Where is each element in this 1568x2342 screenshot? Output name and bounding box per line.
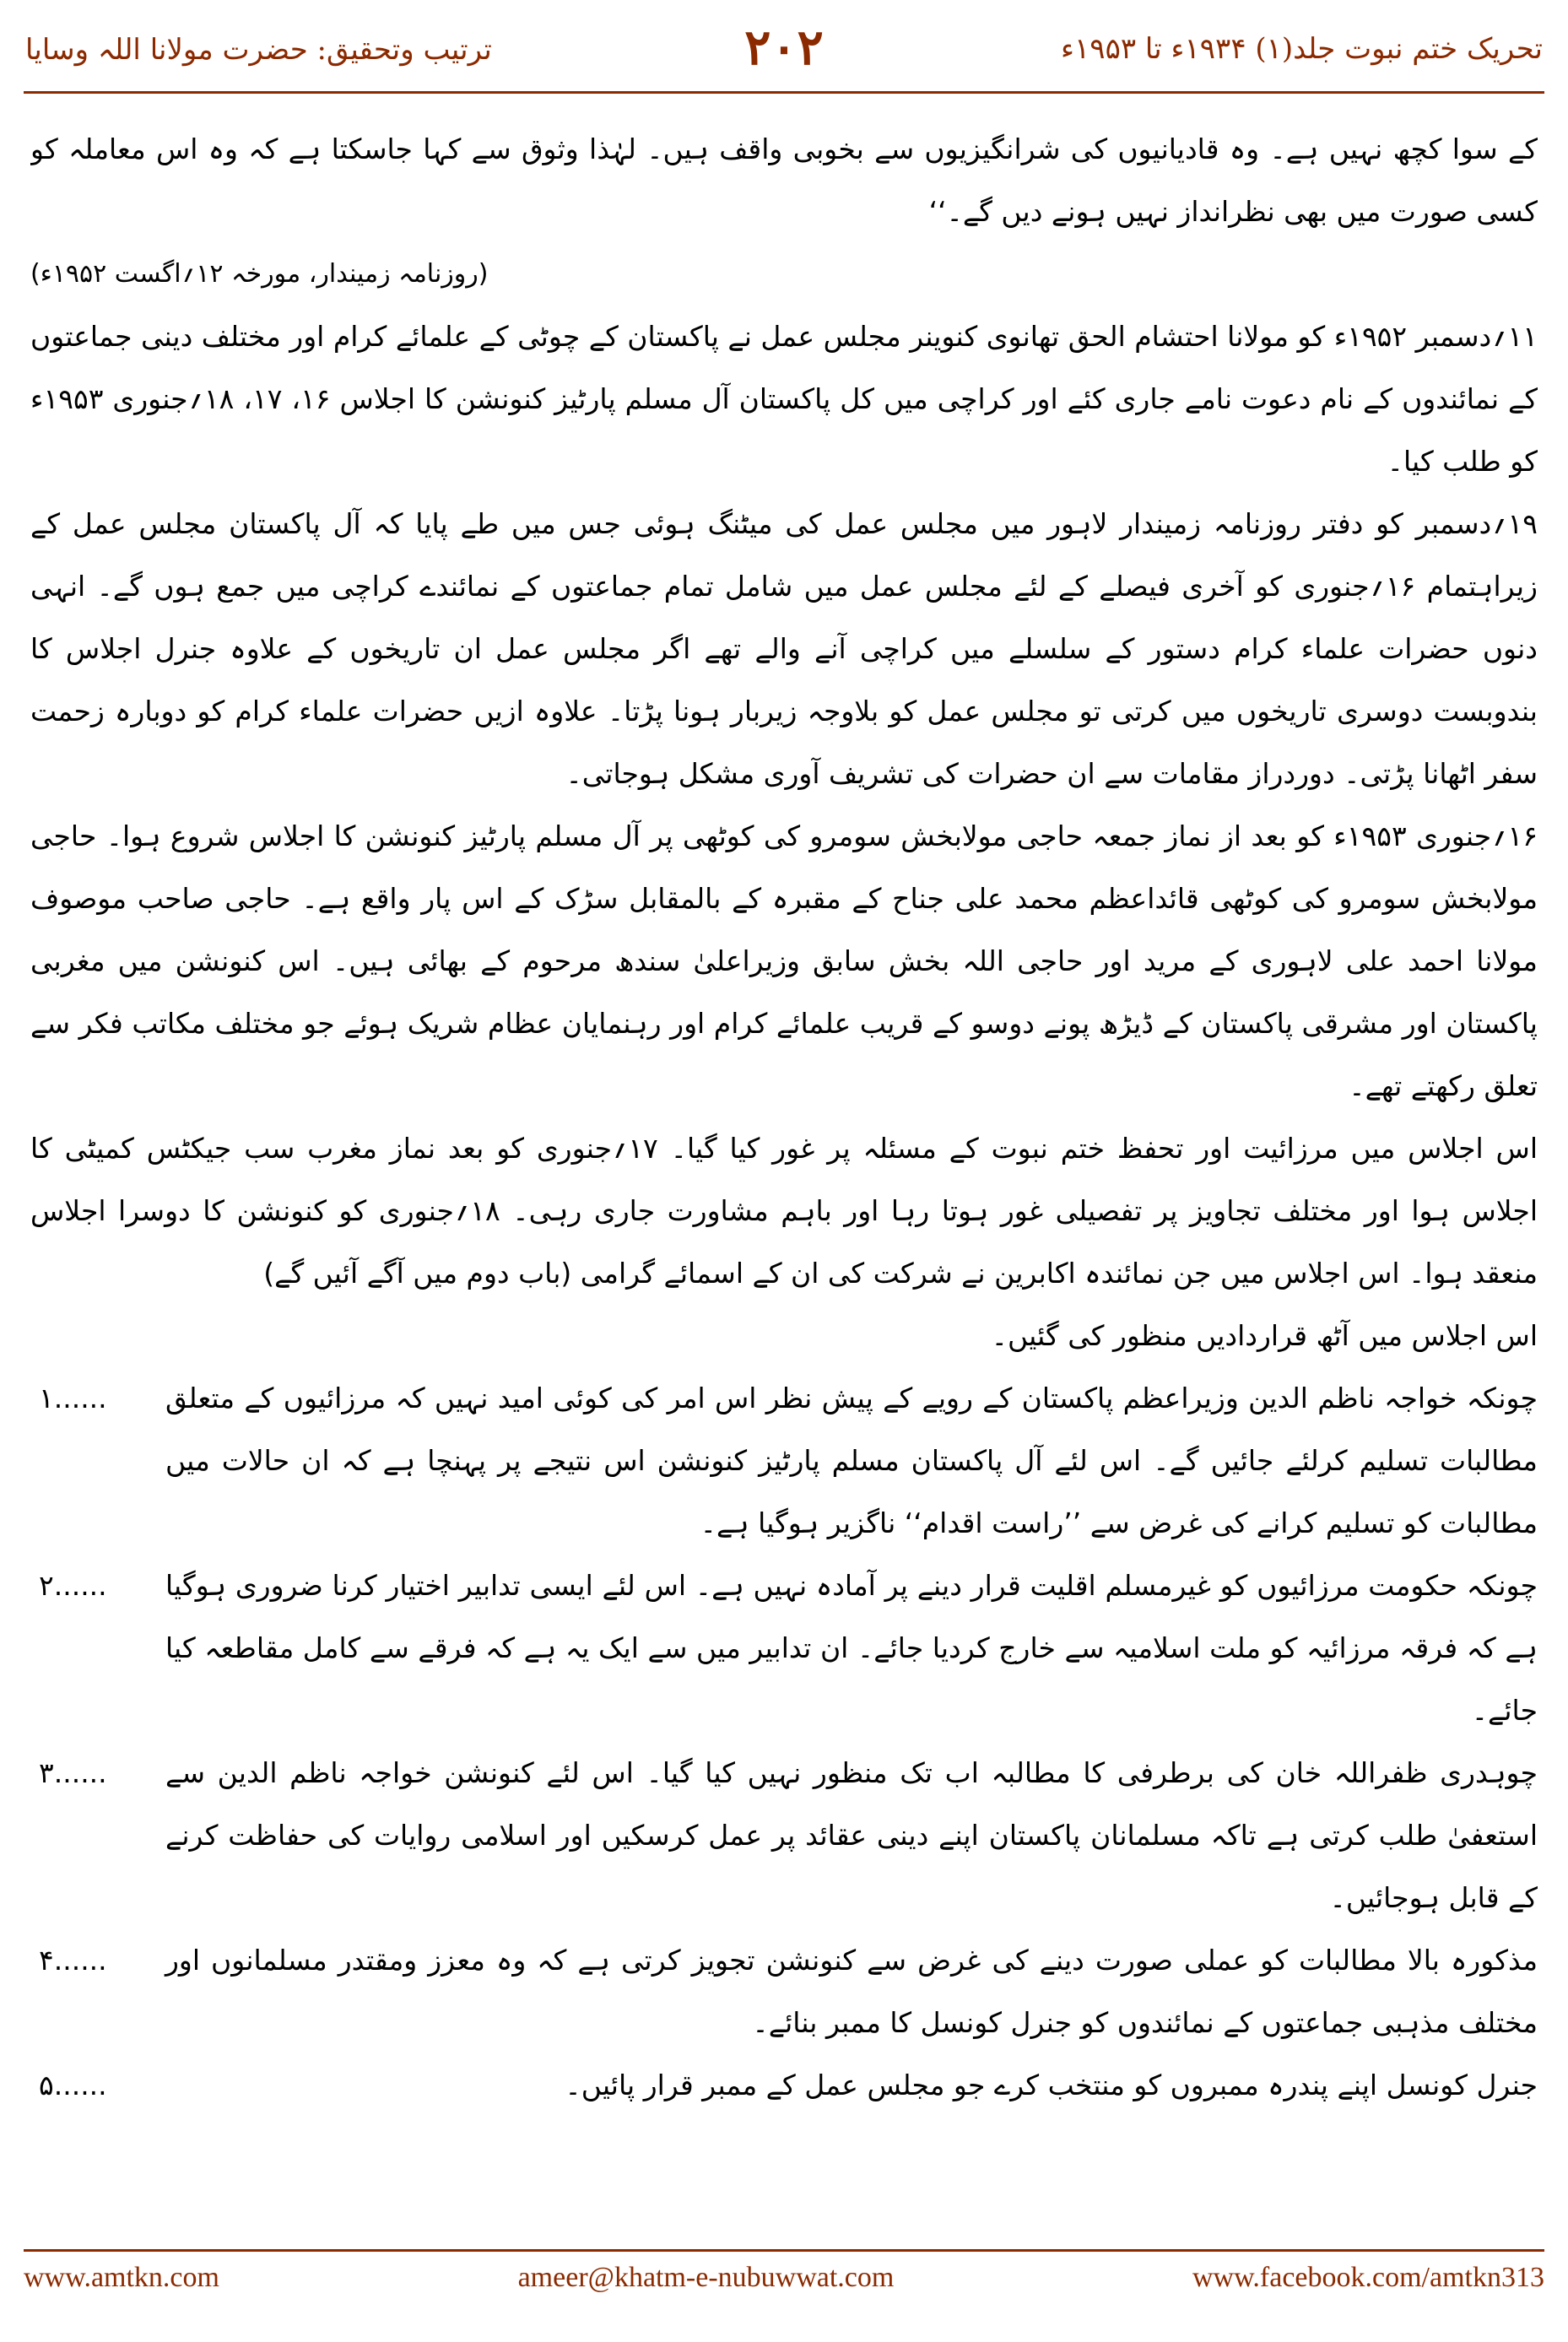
facebook-link[interactable]: www.facebook.com/amtkn313 [1192, 2262, 1544, 2293]
email-link[interactable]: ameer@khatm-e-nubuwwat.com [517, 2262, 895, 2293]
citation-text: (روزنامہ زمیندار، مورخہ ۱۲؍اگست ۱۹۵۲ء) [30, 259, 489, 289]
paragraph-5: اس اجلاس میں مرزائیت اور تحفظ ختم نبوت کے مسئلہ پر غور کیا گیا۔ ۱۷؍جنوری کو بعد نماز مغرب سب جیکٹس کمیٹی کا اجلاس ہوا اور مختلف تجاویز پر تفصیلی غور ہوتا رہا اور باہم مشاورت جاری رہی۔ ۱۸؍جنوری کو کنونشن کا دوسرا اجلاس منعقد ہوا۔ اس اجلاس میں جن نمائندہ اکابرین نے شرکت کی ان کے اسمائے گرامی (باب دوم میں آگے آئیں گے) [30, 1132, 1538, 1290]
resolution-item [30, 1555, 1538, 1742]
header-divider [24, 91, 1544, 94]
paragraph-4: ۱۶؍جنوری ۱۹۵۳ء کو بعد از نماز جمعہ حاجی مولابخش سومرو کی کوٹھی پر آل مسلم پارٹیز کنونشن کا اجلاس شروع ہوا۔ حاجی مولابخش سومرو کی کوٹھی قائداعظم محمد علی جناح کے مقبرہ کے بالمقابل سڑک کے اس پار واقع ہے۔ حاجی صاحب موصوف مولانا احمد علی لاہوری کے مرید اور حاجی اللہ بخش سابق وزیراعلیٰ سندھ مرحوم کے بھائی ہیں۔ اس کنونشن میں مغربی پاکستان اور مشرقی پاکستان کے ڈیڑھ پونے دوسو کے قریب علمائے کرام اور رہنمایان عظام شریک ہوئے جو مختلف مکاتب فکر سے تعلق رکھتے تھے۔ [30, 819, 1538, 1102]
resolution-item [30, 1929, 1538, 2054]
paragraph-6: اس اجلاس میں آٹھ قراردادیں منظور کی گئیں۔ [991, 1319, 1538, 1352]
resolution-item [30, 1742, 1538, 1929]
book-title: تحریک ختم نبوت جلد(۱) ۱۹۳۴ء تا ۱۹۵۳ء [1061, 32, 1543, 66]
resolution-text: مذکورہ بالا مطالبات کو عملی صورت دینے کی غرض سے کنونشن تجویز کرتی ہے کہ وہ معزز ومقتدر مسلمانوں اور مختلف مذہبی جماعتوں کے نمائندوں کو جنرل کونسل کا ممبر بنائے۔ [165, 1944, 1538, 2039]
citation [30, 243, 1538, 306]
footer-divider [24, 2249, 1544, 2252]
resolution-number: ۵...... [39, 2069, 107, 2101]
page-number: ۲۰۲ [744, 19, 824, 76]
website-link[interactable]: www.amtkn.com [24, 2262, 219, 2293]
resolution-item [30, 1367, 1538, 1555]
resolution-text: چوہدری ظفراللہ خان کی برطرفی کا مطالبہ اب تک منظور نہیں کیا گیا۔ اس لئے کنونشن خواجہ ناظم الدین سے استعفیٰ طلب کرتی ہے تاکہ مسلمانان پاکستان اپنے دینی عقائد پر عمل کرسکیں اور اسلامی روایات کی حفاظت کرنے کے قابل ہوجائیں۔ [165, 1756, 1538, 1914]
page-body [30, 118, 1538, 2194]
resolution-item [30, 2054, 1538, 2117]
resolution-number: ۱...... [39, 1382, 107, 1414]
resolution-number: ۳...... [39, 1756, 107, 1789]
compiler-credit: ترتیب وتحقیق: حضرت مولانا اللہ وسایا [25, 33, 492, 67]
resolution-number: ۴...... [39, 1944, 107, 1977]
resolution-text: جنرل کونسل اپنے پندرہ ممبروں کو منتخب کرے جو مجلس عمل کے ممبر قرار پائیں۔ [565, 2069, 1538, 2101]
paragraph-2: ۱۱؍دسمبر ۱۹۵۲ء کو مولانا احتشام الحق تھانوی کنوینر مجلس عمل نے پاکستان کے چوٹی کے علمائے کرام اور مختلف دینی جماعتوں کے نمائندوں کے نام دعوت نامے جاری کئے اور کراچی میں کل پاکستان آل مسلم پارٹیز کنونشن کا اجلاس ۱۶، ۱۷، ۱۸؍جنوری ۱۹۵۳ء کو طلب کیا۔ [30, 320, 1538, 478]
page-header [0, 0, 1568, 93]
resolution-text: چونکہ خواجہ ناظم الدین وزیراعظم پاکستان کے رویے کے پیش نظر اس امر کی کوئی امید نہیں کہ مرزائیوں کے متعلق مطالبات تسلیم کرلئے جائیں گے۔ اس لئے آل پاکستان مسلم پارٹیز کنونشن اس نتیجے پر پہنچا ہے کہ ان حالات میں مطالبات کو تسلیم کرانے کی غرض سے ’’راست اقدام‘‘ ناگزیر ہوگیا ہے۔ [165, 1382, 1538, 1539]
paragraph-3: ۱۹؍دسمبر کو دفتر روزنامہ زمیندار لاہور میں مجلس عمل کی میٹنگ ہوئی جس میں طے پایا کہ آل پاکستان مجلس عمل کے زیراہتمام ۱۶؍جنوری کو آخری فیصلے کے لئے مجلس عمل میں شامل تمام جماعتوں کے نمائندے کراچی میں جمع ہوں گے۔ انہی دنوں حضرات علماء کرام دستور کے سلسلے میں کراچی آنے والے تھے اگر مجلس عمل ان تاریخوں کے علاوہ جنرل اجلاس کا بندوبست دوسری تاریخوں میں کرتی تو مجلس عمل کو بلاوجہ زیربار ہونا پڑتا۔ علاوہ ازیں حضرات علماء کرام کو دوبارہ زحمت سفر اٹھانا پڑتی۔ دوردراز مقامات سے ان حضرات کی تشریف آوری مشکل ہوجاتی۔ [30, 507, 1538, 790]
paragraph-1: کے سوا کچھ نہیں ہے۔ وہ قادیانیوں کی شرانگیزیوں سے بخوبی واقف ہیں۔ لہٰذا وثوق سے کہا جاسکتا ہے کہ وہ اس معاملہ کو کسی صورت میں بھی نظرانداز نہیں ہونے دیں گے۔‘‘ [30, 133, 1538, 228]
page-footer [24, 2262, 1544, 2312]
resolution-text: چونکہ حکومت مرزائیوں کو غیرمسلم اقلیت قرار دینے پر آمادہ نہیں ہے۔ اس لئے ایسی تدابیر اختیار کرنا ضروری ہوگیا ہے کہ فرقہ مرزائیہ کو ملت اسلامیہ سے خارج کردیا جائے۔ ان تدابیر میں سے ایک یہ ہے کہ فرقے سے کامل مقاطعہ کیا جائے۔ [165, 1569, 1538, 1727]
resolution-number: ۲...... [39, 1569, 107, 1602]
